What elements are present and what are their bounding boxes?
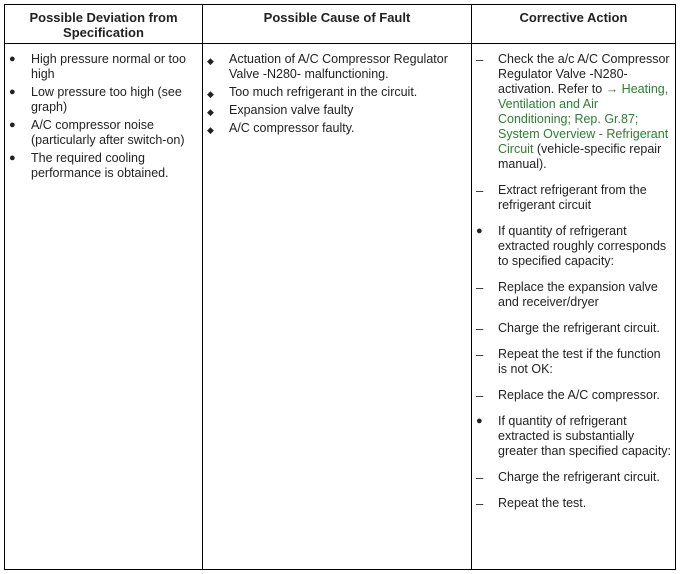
list-item: – Charge the refrigerant circuit.: [476, 321, 660, 336]
dash-icon: –: [476, 347, 484, 362]
list-item: ● Low pressure too high (see graph): [9, 85, 182, 114]
list-item: – Charge the refrigerant circuit.: [476, 470, 660, 485]
list-item: ◆ Too much refrigerant in the circuit.: [203, 85, 466, 100]
list-item: – Replace the A/C compressor.: [476, 388, 660, 403]
action-column: [472, 52, 675, 511]
diamond-bullet-icon: ◆: [207, 125, 214, 135]
list-item: ● High pressure normal or too high: [9, 52, 186, 81]
bullet-icon: ●: [9, 152, 16, 164]
list-item: ◆ Actuation of A/C Compressor Regulator Valve -N280- malfunctioning.: [207, 52, 448, 81]
dash-icon: –: [476, 52, 484, 67]
list-item: ● A/C compressor noise (particularly after switch-on): [9, 118, 185, 147]
bullet-icon: ●: [476, 225, 483, 237]
dash-icon: –: [476, 388, 484, 403]
bullet-icon: ●: [476, 415, 483, 427]
header-cause: Possible Cause of Fault: [263, 10, 411, 25]
list-item: ● If quantity of refrigerant extracted roughly corresponds to specified capacity:: [476, 224, 667, 268]
list-item: ● If quantity of refrigerant extracted is substantially greater than specified capacity:: [476, 414, 672, 458]
list-item: – Extract refrigerant from the refrigerant circuit: [476, 183, 647, 212]
dash-icon: –: [476, 321, 484, 336]
dash-icon: –: [476, 496, 484, 511]
bullet-icon: ●: [9, 53, 16, 65]
list-item: – Replace the expansion valve and receiver/dryer: [476, 280, 658, 309]
list-item: ◆ A/C compressor faulty.: [203, 121, 466, 136]
cause-column: [203, 52, 470, 139]
bullet-icon: ●: [9, 119, 16, 131]
diamond-bullet-icon: ◆: [207, 56, 214, 66]
dash-icon: –: [476, 280, 484, 295]
repair-manual-link[interactable]: → Heating, Ventilation and Air Conditioning; Rep. Gr.87; System Overview - Refrigerant Circuit: [498, 82, 669, 156]
table-header-row: [5, 5, 675, 44]
header-action: Corrective Action: [519, 10, 628, 25]
list-item: ● The required cooling performance is obtained.: [9, 151, 169, 180]
header-deviation: Possible Deviation from Specification: [29, 10, 178, 40]
bullet-icon: ●: [9, 86, 16, 98]
dash-icon: –: [476, 183, 484, 198]
list-item: – Repeat the test.: [476, 496, 587, 511]
list-item: – Check the a/c A/C Compressor Regulator Valve -N280- activation. Refer to → Heating, Ventilation and Air Conditioning; Rep. Gr.87; System Overview - Refrigerant Circuit (vehicle-specific repair manual).: [476, 52, 670, 171]
deviation-column: [5, 52, 201, 184]
diagnosis-table: [4, 4, 676, 570]
dash-icon: –: [476, 470, 484, 485]
list-item: – Repeat the test if the function is not OK:: [476, 347, 661, 376]
diamond-bullet-icon: ◆: [207, 107, 214, 117]
list-item: ◆ Expansion valve faulty: [203, 103, 466, 118]
diamond-bullet-icon: ◆: [207, 89, 214, 99]
